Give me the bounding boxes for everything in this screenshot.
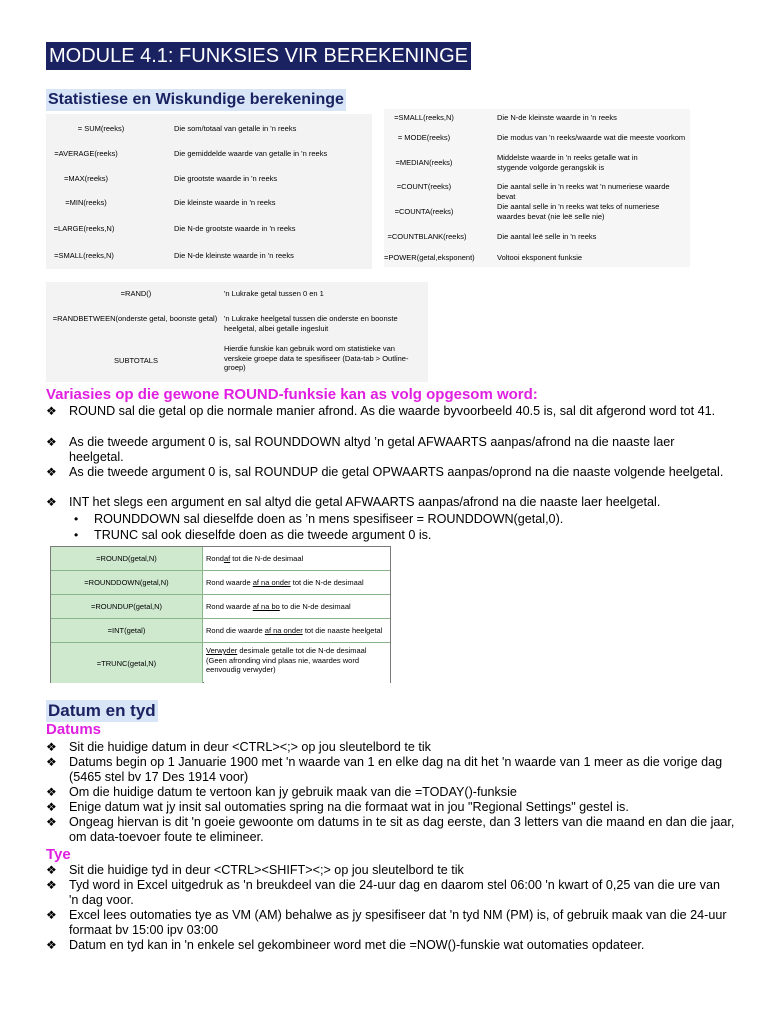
table-cell-desc: Rond waarde af na onder tot die N-de desimaal xyxy=(204,571,390,594)
list-item: ❖ As die tweede argument 0 is, sal ROUNDUP die getal OPWAARTS aanpas/oprond na die naaste volgende heelgetal. xyxy=(46,465,724,479)
table-cell-desc: Hierdie funskie kan gebruik word om statistieke van verskeie groepe data te spesifiseer (Data-tab > Outline-groep) xyxy=(224,344,409,372)
table-cell-desc: 'n Lukrake heelgetal tussen die onderste en boonste heelgetal, albei getalle ingesluit xyxy=(224,314,398,333)
table-cell-desc: Die N-de grootste waarde in 'n reeks xyxy=(174,224,296,233)
table-cell-fn: =SMALL(reeks,N) xyxy=(54,251,114,260)
table-cell-desc: Die grootste waarde in 'n reeks xyxy=(174,174,278,183)
table-cell-fn: =MEDIAN(reeks) xyxy=(395,158,453,167)
list-item: ❖ Datums begin op 1 Januarie 1900 met 'n waarde van 1 en elke dag na dit het 'n waarde van 1 meer as die vorige dag (5465 stel bv 17 Des 1914 voor) xyxy=(46,755,723,785)
date-time-heading: Datum en tyd xyxy=(48,701,156,720)
dot-bullet-icon: • xyxy=(74,528,79,542)
diamond-bullet-icon: ❖ xyxy=(46,800,57,814)
stats-table-right xyxy=(384,109,690,267)
round-heading: Variasies op die gewone ROUND-funksie kan as volg opgesom word: xyxy=(46,386,538,403)
table-cell-desc: Die modus van 'n reeks/waarde wat die meeste voorkom xyxy=(497,133,686,142)
round-table xyxy=(50,546,391,683)
diamond-bullet-icon: ❖ xyxy=(46,785,57,799)
page-title: MODULE 4.1: FUNKSIES VIR BEREKENINGE xyxy=(46,42,471,70)
list-item: ❖ Datum en tyd kan in 'n enkele sel gekombineer word met die =NOW()-funskie wat outomaties opdateer. xyxy=(46,938,645,952)
table-cell-fn: =LARGE(reeks,N) xyxy=(53,224,115,233)
table-cell-fn: =TRUNC(getal,N) xyxy=(51,643,203,683)
table-cell-fn: SUBTOTALS xyxy=(114,356,158,365)
table-cell-fn: =RAND() xyxy=(120,289,152,298)
time-heading: Tye xyxy=(46,846,71,863)
list-item: ❖ Sit die huidige datum in deur <CTRL><;> op jou sleutelbord te tik xyxy=(46,740,431,754)
stats-table-bottom xyxy=(46,282,428,382)
stats-table-left xyxy=(46,114,372,269)
table-cell-desc: Die N-de kleinste waarde in 'n reeks xyxy=(497,113,617,122)
table-cell-fn: =MAX(reeks) xyxy=(64,174,108,183)
table-cell-fn: =POWER(getal,eksponent) xyxy=(384,253,475,262)
table-cell-fn: =ROUND(getal,N) xyxy=(51,547,203,570)
dates-heading: Datums xyxy=(46,721,102,738)
sub-list-item: • TRUNC sal ook dieselfde doen as die tweede argument 0 is. xyxy=(74,528,432,542)
list-item: ❖ Excel lees outomaties tye as VM (AM) behalwe as jy spesifiseer dat 'n tyd NM (PM) is, of gebruik maak van die 24-uur formaat bv 15:00 ipv 03:00 xyxy=(46,908,727,938)
table-cell-fn: =ROUNDUP(getal,N) xyxy=(51,595,203,618)
diamond-bullet-icon: ❖ xyxy=(46,740,57,754)
diamond-bullet-icon: ❖ xyxy=(46,815,57,829)
table-row xyxy=(51,571,390,595)
list-item: ❖ ROUND sal die getal op die normale manier afrond. As die waarde byvoorbeeld 40.5 is, sal dit afgerond word tot 41. xyxy=(46,404,716,418)
table-cell-desc: Die aantal selle in 'n reeks wat teks of numeriese waardes bevat (nie leë selle nie) xyxy=(497,202,660,221)
table-cell-fn: =SMALL(reeks,N) xyxy=(394,113,454,122)
table-cell-fn: =COUNTA(reeks) xyxy=(394,207,454,216)
diamond-bullet-icon: ❖ xyxy=(46,863,57,877)
table-cell-fn: =MIN(reeks) xyxy=(65,198,107,207)
table-cell-fn: = MODE(reeks) xyxy=(397,133,451,142)
diamond-bullet-icon: ❖ xyxy=(46,435,57,449)
diamond-bullet-icon: ❖ xyxy=(46,938,57,952)
table-cell-desc: Rond waarde af na bo to die N-de desimaal xyxy=(204,595,390,618)
dot-bullet-icon: • xyxy=(74,512,79,526)
diamond-bullet-icon: ❖ xyxy=(46,755,57,769)
table-cell-fn: = SUM(reeks) xyxy=(77,124,125,133)
table-cell-desc: Die kleinste waarde in 'n reeks xyxy=(174,198,276,207)
diamond-bullet-icon: ❖ xyxy=(46,495,57,509)
list-item: ❖ Om die huidige datum te vertoon kan jy gebruik maak van die =TODAY()-funksie xyxy=(46,785,517,799)
table-cell-desc: Voltooi eksponent funksie xyxy=(497,253,583,262)
table-cell-fn: =AVERAGE(reeks) xyxy=(54,149,118,158)
diamond-bullet-icon: ❖ xyxy=(46,878,57,892)
table-cell-fn: =COUNTBLANK(reeks) xyxy=(387,232,467,241)
table-cell-desc: Middelste waarde in 'n reeks getalle wat in stygende volgorde gerangskik is xyxy=(497,153,638,172)
table-cell-fn: =ROUNDDOWN(getal,N) xyxy=(51,571,203,594)
diamond-bullet-icon: ❖ xyxy=(46,908,57,922)
table-cell-desc: Die aantal leë selle in 'n reeks xyxy=(497,232,597,241)
list-item: ❖ INT het slegs een argument en sal altyd die getal AFWAARTS aanpas/afrond na die naaste laer heelgetal. xyxy=(46,495,661,509)
diamond-bullet-icon: ❖ xyxy=(46,404,57,418)
sub-list-item: • ROUNDDOWN sal dieselfde doen as ’n mens spesifiseer = ROUNDDOWN(getal,0). xyxy=(74,512,564,526)
table-row xyxy=(51,547,390,571)
table-cell-desc: Die aantal selle in 'n reeks wat 'n numeriese waarde bevat xyxy=(497,182,670,201)
table-cell-fn: =RANDBETWEEN(onderste getal, boonste getal) xyxy=(52,314,218,323)
table-cell-desc: 'n Lukrake getal tussen 0 en 1 xyxy=(224,289,324,298)
table-cell-fn: =COUNT(reeks) xyxy=(396,182,452,191)
table-row xyxy=(51,643,390,683)
table-cell-desc: Die gemiddelde waarde van getalle in 'n reeks xyxy=(174,149,328,158)
table-row xyxy=(51,619,390,643)
list-item: ❖ Ongeag hiervan is dit 'n goeie gewoonte om datums in te sit as dag eerste, dan 3 letters van die maand en dan die jaar, om data-toevoer foute te elimineer. xyxy=(46,815,735,845)
table-cell-desc: Verwyder desimale getalle tot die N-de desimaal (Geen afronding vind plaas nie, waardes word eenvoudig verwyder) xyxy=(204,643,390,683)
table-cell-desc: Rond die waarde af na onder tot die naaste heelgetal xyxy=(204,619,390,642)
table-row xyxy=(51,595,390,619)
diamond-bullet-icon: ❖ xyxy=(46,465,57,479)
table-cell-desc: Die N-de kleinste waarde in 'n reeks xyxy=(174,251,294,260)
list-item: ❖ Tyd word in Excel uitgedruk as 'n breukdeel van die 24-uur dag en daarom stel 06:00 'n kwart of 0,25 van die ure van 'n dag voor. xyxy=(46,878,720,908)
list-item: ❖ Sit die huidige tyd in deur <CTRL><SHIFT><;> op jou sleutelbord te tik xyxy=(46,863,464,877)
table-cell-desc: Rond af tot die N-de desimaal xyxy=(204,547,390,570)
list-item: ❖ Enige datum wat jy insit sal outomaties spring na die formaat wat in jou "Regional Settings" gestel is. xyxy=(46,800,629,814)
table-cell-desc: Die som/totaal van getalle in 'n reeks xyxy=(174,124,297,133)
table-cell-fn: =INT(getal) xyxy=(51,619,203,642)
statistics-heading: Statistiese en Wiskundige berekeninge xyxy=(46,89,346,111)
list-item: ❖ As die tweede argument 0 is, sal ROUNDDOWN altyd ’n getal AFWAARTS aanpas/afrond na die naaste laer heelgetal. xyxy=(46,435,675,465)
